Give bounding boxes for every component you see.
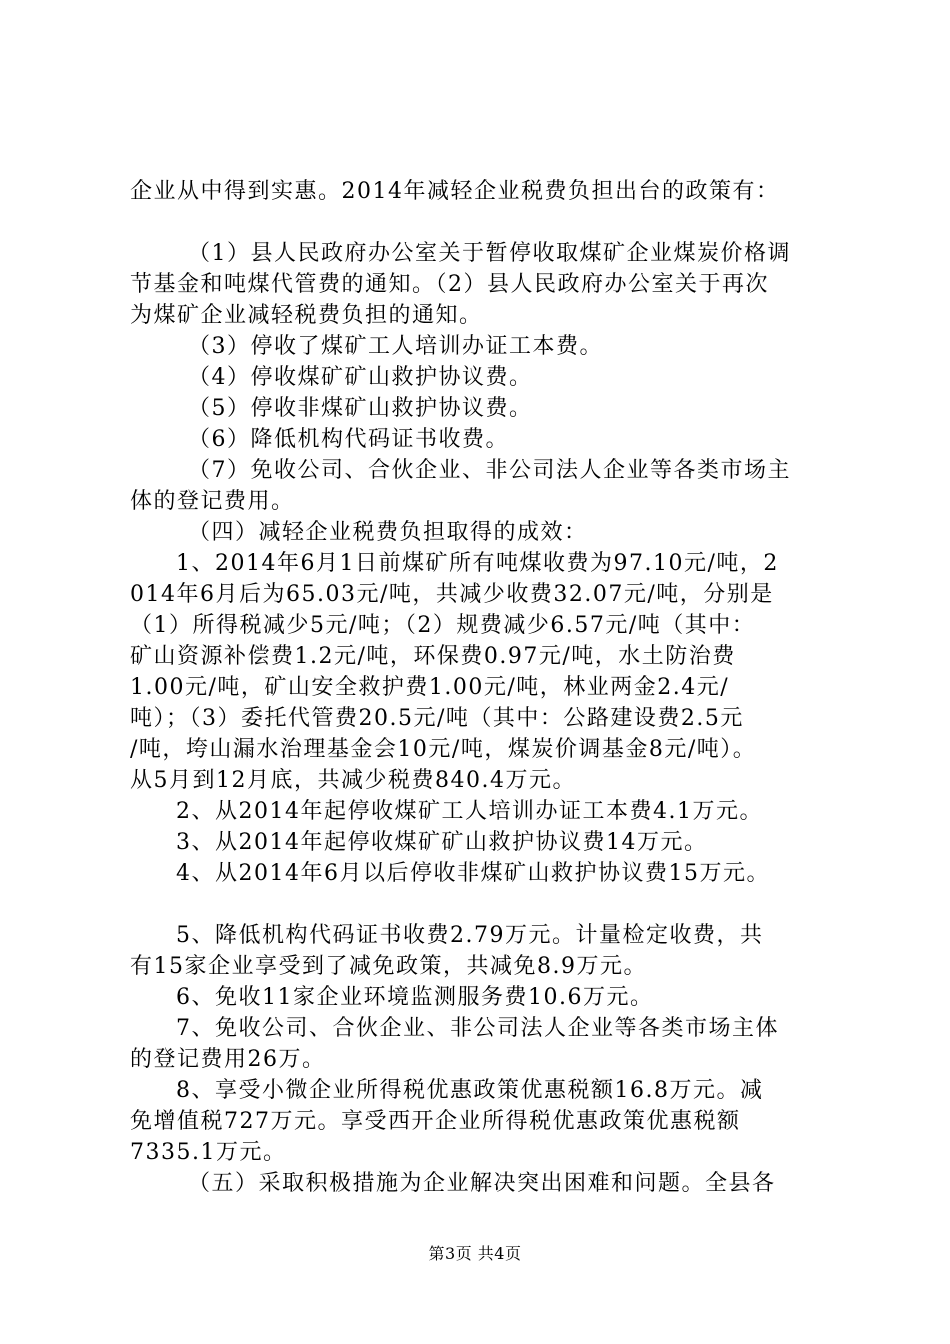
text-line: 7、免收公司、合伙企业、非公司法人企业等各类市场主体	[176, 1016, 779, 1041]
text-line: 5、降低机构代码证书收费2.79万元。计量检定收费，共	[176, 923, 764, 948]
section-heading: （五）采取积极措施为企业解决突出困难和问题。全县各	[188, 1171, 776, 1196]
text-line: 1.00元/吨，矿山安全救护费1.00元/吨，林业两金2.4元/	[130, 675, 730, 700]
text-line: 矿山资源补偿费1.2元/吨，环保费0.97元/吨，水土防治费	[130, 644, 736, 669]
text-line: （5）停收非煤矿山救护协议费。	[188, 396, 533, 421]
text-line: 体的登记费用。	[130, 489, 295, 514]
text-line: 6、免收11家企业环境监测服务费10.6万元。	[176, 985, 654, 1010]
text-line: 为煤矿企业减轻税费负担的通知。	[130, 303, 483, 328]
text-line: 有15家企业享受到了减免政策，共减免8.9万元。	[130, 954, 647, 979]
page-number-footer: 第3页 共4页	[428, 1244, 522, 1263]
text-line: 节基金和吨煤代管费的通知。（2）县人民政府办公室关于再次	[130, 272, 769, 297]
text-line: /吨，垮山漏水治理基金会10元/吨，煤炭价调基金8元/吨）。	[130, 737, 757, 762]
text-line: （1）所得税减少5元/吨；（2）规费减少6.57元/吨（其中：	[130, 613, 756, 638]
text-line: 的登记费用26万。	[130, 1047, 326, 1072]
text-line: 2、从2014年起停收煤矿工人培训办证工本费4.1万元。	[176, 799, 763, 824]
text-line: （6）降低机构代码证书收费。	[188, 427, 509, 452]
text-line: 8、享受小微企业所得税优惠政策优惠税额16.8万元。减	[176, 1078, 764, 1103]
text-line: 1、2014年6月1日前煤矿所有吨煤收费为97.10元/吨，2	[176, 551, 779, 576]
text-line: （3）停收了煤矿工人培训办证工本费。	[188, 334, 603, 359]
text-line: 4、从2014年6月以后停收非煤矿山救护协议费15万元。	[176, 861, 770, 886]
text-line: （4）停收煤矿矿山救护协议费。	[188, 365, 533, 390]
text-line: 7335.1万元。	[130, 1140, 287, 1165]
text-line: （7）免收公司、合伙企业、非公司法人企业等各类市场主	[188, 458, 791, 483]
text-line: 免增值税727万元。享受西开企业所得税优惠政策优惠税额	[130, 1109, 741, 1134]
text-line: 企业从中得到实惠。2014年减轻企业税费负担出台的政策有：	[130, 179, 780, 204]
text-line: 3、从2014年起停收煤矿矿山救护协议费14万元。	[176, 830, 708, 855]
section-heading: （四）减轻企业税费负担取得的成效：	[188, 520, 588, 545]
text-line: 014年6月后为65.03元/吨，共减少收费32.07元/吨，分别是	[130, 582, 774, 607]
text-line: 从5月到12月底，共减少税费840.4万元。	[130, 768, 576, 793]
text-line: 吨）；（3）委托代管费20.5元/吨（其中：公路建设费2.5元	[130, 706, 744, 731]
text-line: （1）县人民政府办公室关于暂停收取煤矿企业煤炭价格调	[188, 241, 791, 266]
